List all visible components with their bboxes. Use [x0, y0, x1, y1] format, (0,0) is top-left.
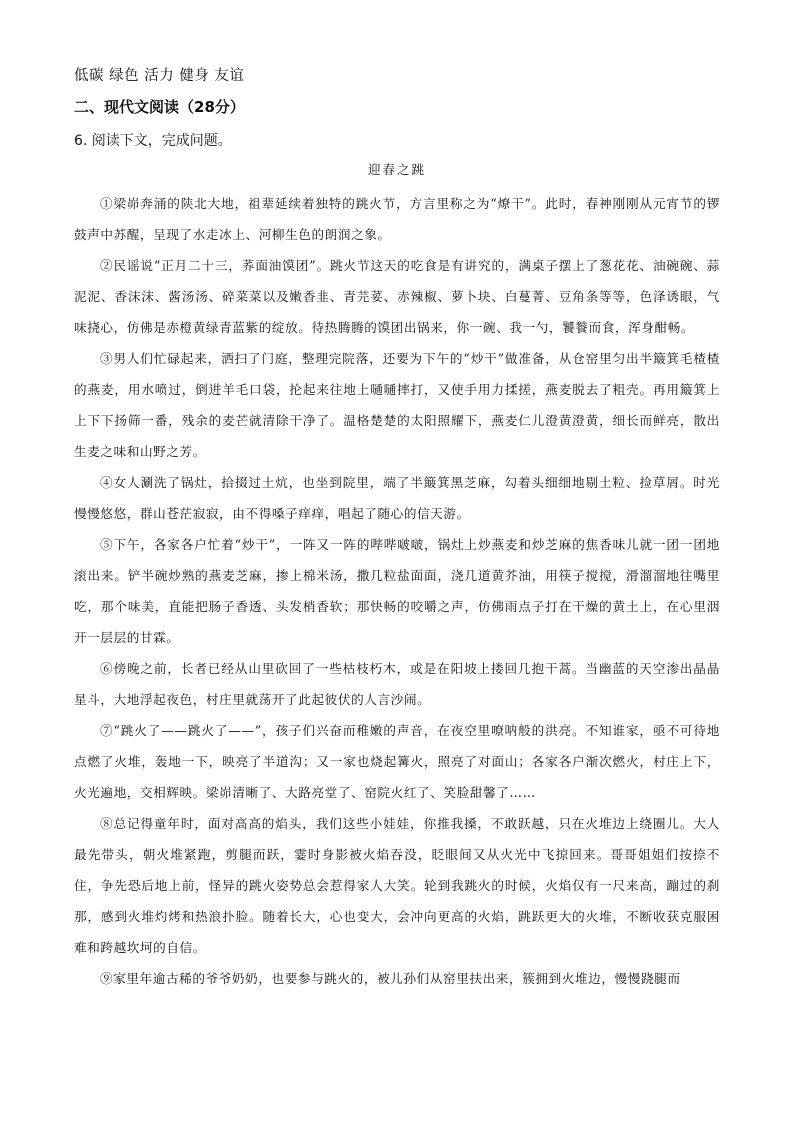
question-prompt: 6. 阅读下文，完成问题。 [74, 133, 232, 149]
paragraph-7: ⑦“跳火了——跳火了——”，孩子们兴奋而稚嫩的声音，在夜空里嘹呐般的洪亮。不知谁家，亟不可待地点燃了火堆，轰地一下，映亮了半道沟；又一家也烧起篝火，照亮了对面山；各家各户渐次燃火，村庄上下，火光遍地，交相辉映。梁峁清晰了、大路亮堂了、窑院火红了、笑脸甜馨了…… [74, 723, 720, 800]
section-heading: 二、现代文阅读（28分） [74, 98, 245, 116]
keywords-line: 低碳 绿色 活力 健身 友谊 [74, 68, 245, 84]
paragraph-9: ⑨家里年逾古稀的爷爷奶奶，也要参与跳火的，被儿孙们从窑里扶出来，簇拥到火堆边，慢慢跷腿而 [100, 971, 681, 986]
paragraph-3: ③男人们忙碌起来，洒扫了门庭，整理完院落，还要为下午的“炒干”做准备，从仓窑里匀出半簸箕毛楂楂的燕麦，用水喷过，倒进羊毛口袋，抡起来往地上嗵嗵摔打，又使手用力揉搓，燕麦脱去了粗壳。再用簸箕上上下下扬筛一番，残余的麦芒就清除干净了。温格楚楚的太阳照耀下，燕麦仁儿澄黄澄黄，细长而鲜亮，散出生麦之味和山野之芳。 [74, 351, 720, 459]
paragraph-8: ⑧总记得童年时，面对高高的焰头，我们这些小娃娃，你推我搡，不敢跃越，只在火堆边上绕圈儿。大人最先带头，朝火堆紧跑，剪腿而跃，霎时身影被火焰吞没，眨眼间又从火光中飞掠回来。哥哥姐姐们按捺不住，争先恐后地上前，怪异的跳火姿势总会惹得家人大笑。轮到我跳火的时候，火焰仅有一尺来高，蹦过的刹那，感到火堆灼烤和热浪扑脸。随着长大，心也变大，会冲向更高的火焰，跳跃更大的火堆，不断收获克服困难和跨越坎坷的自信。 [74, 816, 720, 955]
paragraph-6: ⑥傍晚之前，长者已经从山里砍回了一些枯枝朽木，或是在阳坡上搂回几抱干蒿。当幽蓝的天空渗出晶晶星斗，大地浮起夜色，村庄里就荡开了此起彼伏的人言沙闹。 [74, 661, 720, 707]
paragraph-2: ②民谣说“正月二十三，荞面油馍团”。跳火节这天的吃食是有讲究的，满桌子摆上了葱花花、油碗碗、蒜泥泥、香沫沫、酱汤汤、碎菜菜以及嫩香韭、青芫荽、赤辣椒、萝卜块、白蔓菁、豆角条等等，色泽诱眼，气味挠心，仿佛是赤橙黄绿青蓝紫的绽放。待热腾腾的馍团出锅来，你一碗、我一勺，饕餮而食，浑身酣畅。 [74, 258, 720, 335]
article-body [74, 188, 720, 994]
article-title: 迎春之跳 [367, 162, 426, 177]
paragraph-1: ①梁峁奔涌的陕北大地，祖辈延续着独特的跳火节，方言里称之为“燎干”。此时，春神刚刚从元宵节的锣鼓声中苏醒，呈现了水走冰上、河柳生色的朗润之象。 [74, 196, 720, 242]
paragraph-4: ④女人涮洗了锅灶，拾掇过土炕，也坐到院里，端了半簸箕黑芝麻，勾着头细细地剔土粒、捡草屑。时光慢慢悠悠，群山苍茫寂寂，由不得嗓子痒痒，唱起了随心的信天游。 [74, 475, 720, 521]
paragraph-5: ⑤下午，各家各户忙着“炒干”，一阵又一阵的哔哔啵啵，锅灶上炒燕麦和炒芝麻的焦香味儿就一团一团地滚出来。铲半碗炒熟的燕麦芝麻，掺上棉米汤，撒几粒盐面面，浇几道黄芥油，用筷子搅搅，滑溜溜地往嘴里吃，那个味美，直能把肠子香透、头发梢香软；那快畅的咬嚼之声，仿佛雨点子打在干燥的黄土上，在心里洇开一层层的甘霖。 [74, 537, 720, 645]
